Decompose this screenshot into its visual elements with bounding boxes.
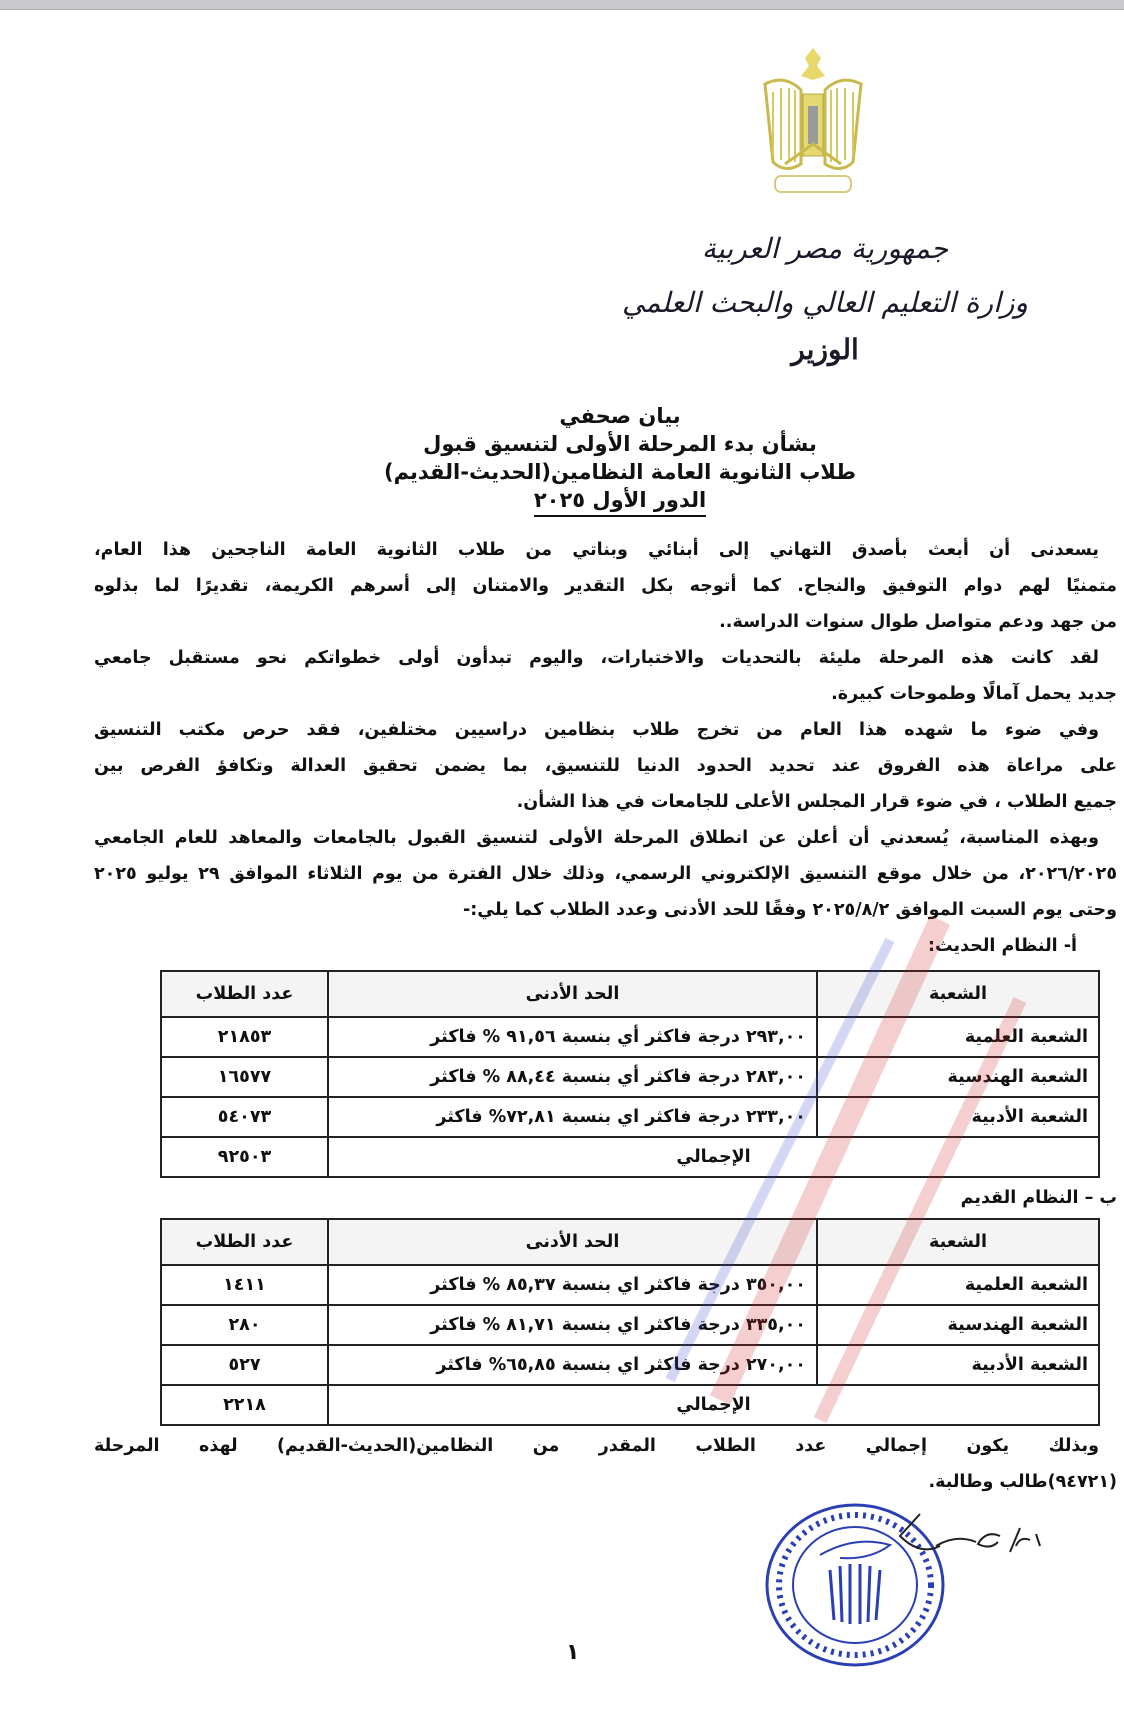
cell-minimum: ٣٥٠,٠٠ درجة فاكثر اي بنسبة ٨٥,٣٧ % فاكثر bbox=[328, 1265, 817, 1305]
total-value: ٢٢١٨ bbox=[161, 1385, 328, 1425]
paragraph-line: يسعدنى أن أبعث بأصدق التهاني إلى أبنائي وبناتي من طلاب الثانوية العامة الناجحين هذا العام، bbox=[94, 540, 1099, 560]
cell-students: ١٤١١ bbox=[161, 1265, 328, 1305]
cell-minimum: ٢٣٣,٠٠ درجة فاكثر اي بنسبة ٧٢,٨١% فاكثر bbox=[328, 1097, 817, 1137]
cell-branch: الشعبة الهندسية bbox=[817, 1305, 1099, 1345]
section-old-system-label: ب – النظام القديم bbox=[960, 1188, 1117, 1208]
paragraph-line: لقد كانت هذه المرحلة مليئة بالتحديات والاختبارات، واليوم تبدأون أولى خطواتكم نحو مستقبل جامعي bbox=[94, 648, 1099, 668]
old-system-table bbox=[160, 1218, 1100, 1426]
egypt-eagle-emblem-icon bbox=[755, 44, 871, 210]
table-total-row bbox=[161, 1385, 1099, 1425]
paragraph-line: وبهذه المناسبة، يُسعدني أن أعلن عن انطلاق المرحلة الأولى لتنسيق القبول بالجامعات والمعاهد للعام الجامعي bbox=[94, 828, 1099, 848]
top-bar bbox=[0, 0, 1124, 10]
country-name: جمهورية مصر العربية bbox=[701, 232, 949, 265]
office-name: الوزير bbox=[791, 333, 859, 366]
closing-line: (٩٤٧٢١)طالب وطالبة. bbox=[928, 1472, 1117, 1492]
table-row bbox=[161, 1305, 1099, 1345]
header-students: عدد الطلاب bbox=[161, 971, 328, 1017]
table-row bbox=[161, 1017, 1099, 1057]
cell-branch: الشعبة الهندسية bbox=[817, 1057, 1099, 1097]
handwritten-signature-icon bbox=[880, 1506, 1060, 1576]
cell-minimum: ٣٣٥,٠٠ درجة فاكثر اي بنسبة ٨١,٧١ % فاكثر bbox=[328, 1305, 817, 1345]
title-press-release: بيان صحفي bbox=[559, 404, 681, 428]
table-total-row bbox=[161, 1137, 1099, 1177]
paragraph-line: ٢٠٢٦/٢٠٢٥، من خلال موقع التنسيق الإلكتروني الرسمي، وذلك خلال الفترة من يوم الثلاثاء الموافق ٢٩ يوليو ٢٠٢٥ bbox=[94, 864, 1117, 884]
table-header-row bbox=[161, 971, 1099, 1017]
total-label: الإجمالي bbox=[328, 1137, 1099, 1177]
closing-line: وبذلك يكون إجمالي عدد الطلاب المقدر من النظامين(الحديث-القديم) لهذه المرحلة bbox=[94, 1436, 1099, 1456]
paragraph-line: وحتى يوم السبت الموافق ٢٠٢٥/٨/٢ وفقًا للحد الأدنى وعدد الطلاب كما يلي:- bbox=[463, 900, 1117, 920]
section-new-system-label: أ- النظام الحديث: bbox=[928, 936, 1077, 956]
cell-students: ٥٤٠٧٣ bbox=[161, 1097, 328, 1137]
table-row bbox=[161, 1097, 1099, 1137]
paragraph-line: من جهد ودعم متواصل طوال سنوات الدراسة.. bbox=[719, 612, 1117, 632]
document-titles bbox=[300, 402, 940, 517]
cell-students: ٢٨٠ bbox=[161, 1305, 328, 1345]
cell-branch: الشعبة الأدبية bbox=[817, 1345, 1099, 1385]
header-minimum: الحد الأدنى bbox=[328, 1219, 817, 1265]
letterhead bbox=[560, 222, 1090, 370]
cell-students: ٢١٨٥٣ bbox=[161, 1017, 328, 1057]
paragraph-line: جميع الطلاب ، في ضوء قرار المجلس الأعلى للجامعات في هذا الشأن. bbox=[516, 792, 1117, 812]
header-branch: الشعبة bbox=[817, 1219, 1099, 1265]
paragraph-line: وفي ضوء ما شهده هذا العام من تخرج طلاب بنظامين دراسيين مختلفين، فقد حرص مكتب التنسيق bbox=[94, 720, 1099, 740]
paragraph-line: متمنيًا لهم دوام التوفيق والنجاح. كما أتوجه بكل التقدير والامتنان إلى أسرهم الكريمة، تقديرًا لما بذلوه bbox=[94, 576, 1117, 596]
cell-branch: الشعبة العلمية bbox=[817, 1265, 1099, 1305]
total-label: الإجمالي bbox=[328, 1385, 1099, 1425]
new-system-table bbox=[160, 970, 1100, 1178]
title-round: الدور الأول ٢٠٢٥ bbox=[534, 486, 706, 517]
cell-minimum: ٢٨٣,٠٠ درجة فاكثر أي بنسبة ٨٨,٤٤ % فاكثر bbox=[328, 1057, 817, 1097]
title-subject: بشأن بدء المرحلة الأولى لتنسيق قبول bbox=[423, 432, 817, 456]
cell-branch: الشعبة الأدبية bbox=[817, 1097, 1099, 1137]
title-students: طلاب الثانوية العامة النظامين(الحديث-القديم) bbox=[383, 460, 857, 484]
header-minimum: الحد الأدنى bbox=[328, 971, 817, 1017]
table-row bbox=[161, 1265, 1099, 1305]
header-students: عدد الطلاب bbox=[161, 1219, 328, 1265]
cell-minimum: ٢٧٠,٠٠ درجة فاكثر اي بنسبة ٦٥,٨٥% فاكثر bbox=[328, 1345, 817, 1385]
total-value: ٩٢٥٠٣ bbox=[161, 1137, 328, 1177]
page-number: ١ bbox=[566, 1640, 580, 1665]
closing-paragraph bbox=[94, 1428, 1117, 1500]
header-branch: الشعبة bbox=[817, 971, 1099, 1017]
cell-branch: الشعبة العلمية bbox=[817, 1017, 1099, 1057]
paragraph-line: جديد يحمل آمالًا وطموحات كبيرة. bbox=[831, 684, 1117, 704]
ministry-name: وزارة التعليم العالي والبحث العلمي bbox=[622, 286, 1028, 319]
table-header-row bbox=[161, 1219, 1099, 1265]
table-row bbox=[161, 1345, 1099, 1385]
cell-students: ١٦٥٧٧ bbox=[161, 1057, 328, 1097]
cell-students: ٥٢٧ bbox=[161, 1345, 328, 1385]
document-body bbox=[94, 532, 1117, 1500]
paragraph-line: على مراعاة هذه الفروق عند تحديد الحدود الدنيا للتنسيق، بما يضمن تحقيق العدالة وتكافؤ الفرص بين bbox=[94, 756, 1117, 776]
table-row bbox=[161, 1057, 1099, 1097]
cell-minimum: ٢٩٣,٠٠ درجة فاكثر أي بنسبة ٩١,٥٦ % فاكثر bbox=[328, 1017, 817, 1057]
